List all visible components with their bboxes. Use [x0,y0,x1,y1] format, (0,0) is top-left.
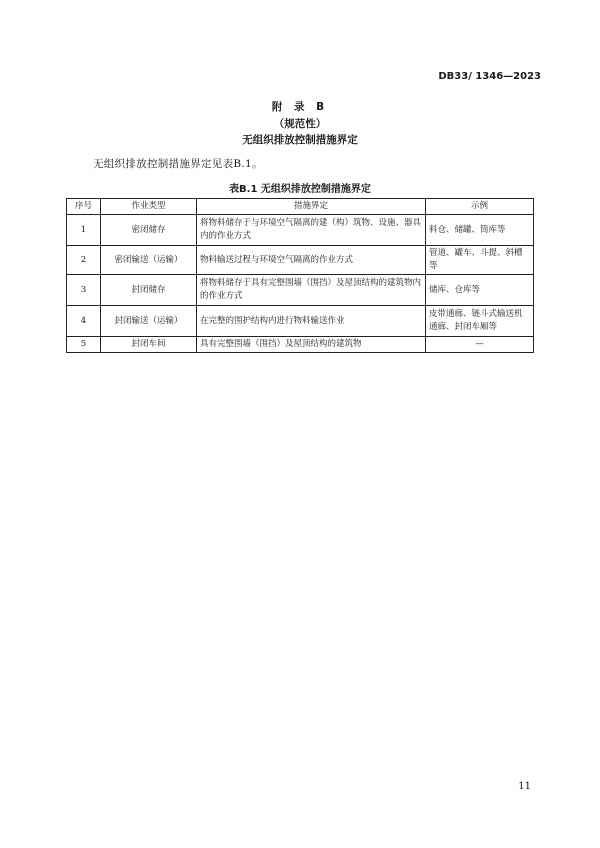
table-caption: 表B.1 无组织排放控制措施界定 [229,184,371,195]
appendix-type: （规范性） [273,118,327,130]
appendix-title: 附 录 B [271,101,329,113]
cell-definition: 具有完整围墙（围挡）及屋顶结构的建筑物 [197,337,426,353]
cell-no: 1 [67,215,101,246]
table-row [67,215,534,246]
column-header-definition: 措施界定 [197,199,426,215]
table-header-row [67,199,534,215]
cell-example: 料仓、储罐、筒库等 [426,215,534,246]
appendix-name: 无组织排放控制措施界定 [242,134,358,146]
cell-definition: 将物料储存于与环境空气隔离的建（构）筑物、设施、器具内的作业方式 [197,215,426,246]
cell-definition: 在完整的围护结构内进行物料输送作业 [197,306,426,337]
column-header-no: 序号 [67,199,101,215]
cell-type: 封闭输送（运输） [101,306,197,337]
cell-type: 封闭车间 [101,337,197,353]
cell-definition: 物料输送过程与环境空气隔离的作业方式 [197,246,426,275]
column-header-type: 作业类型 [101,199,197,215]
cell-no: 2 [67,246,101,275]
column-header-example: 示例 [426,199,534,215]
table-row [67,246,534,275]
cell-type: 密闭储存 [101,215,197,246]
control-measures-table [66,198,534,353]
cell-example: — [426,337,534,353]
cell-no: 5 [67,337,101,353]
page-number: 11 [518,781,531,792]
table-row [67,306,534,337]
cell-no: 4 [67,306,101,337]
cell-definition: 将物料储存于具有完整围墙（围挡）及屋顶结构的建筑物内的作业方式 [197,275,426,306]
document-code: DB33/ 1346—2023 [438,71,541,82]
cell-type: 封闭储存 [101,275,197,306]
cell-no: 3 [67,275,101,306]
cell-example: 储库、仓库等 [426,275,534,306]
cell-example: 管道、罐车、斗提、斜槽等 [426,246,534,275]
cell-example: 皮带通廊、链斗式输送机通廊、封闭车厢等 [426,306,534,337]
table-row [67,275,534,306]
intro-paragraph: 无组织排放控制措施界定见表B.1。 [93,158,263,170]
table-row [67,337,534,353]
cell-type: 密闭输送（运输） [101,246,197,275]
